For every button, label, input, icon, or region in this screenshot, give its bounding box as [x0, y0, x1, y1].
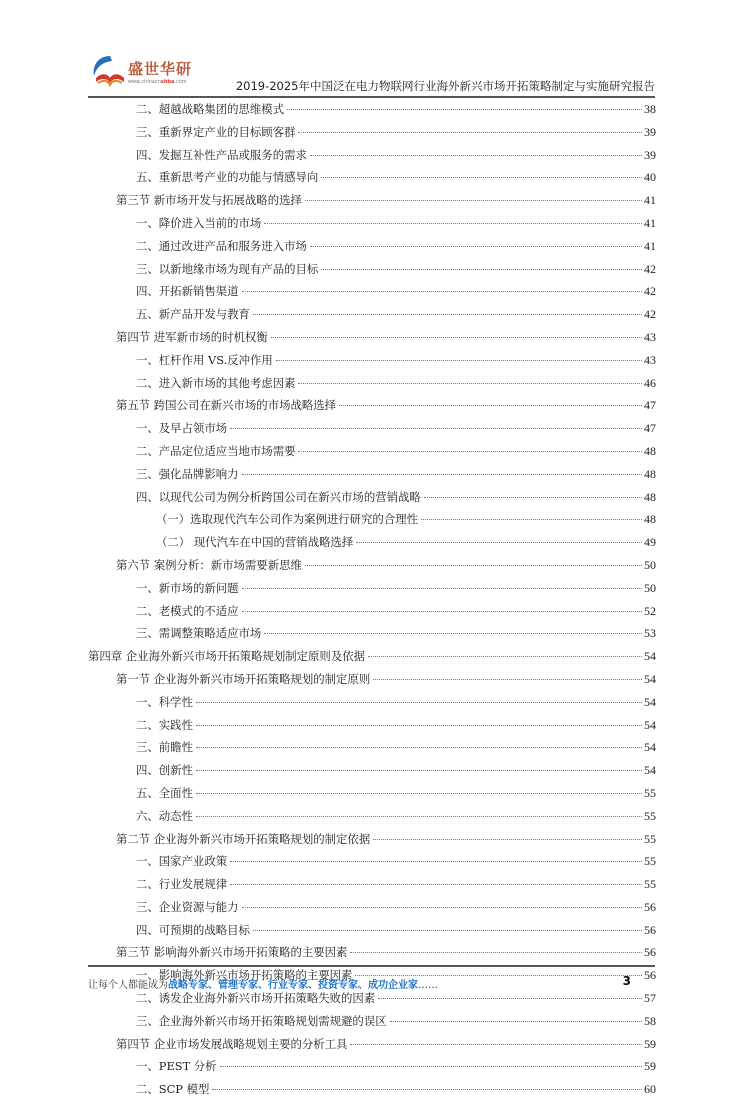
toc-entry-page: 56 — [644, 922, 656, 937]
toc-entry-page: 42 — [644, 284, 656, 299]
toc-entry-label: 三、需调整策略适应市场 — [136, 622, 263, 645]
toc-leader-dots — [305, 200, 642, 201]
toc-leader-dots — [390, 1021, 642, 1022]
toc-leader-dots — [196, 747, 642, 748]
toc-entry-page: 52 — [644, 603, 656, 618]
toc-entry-page: 50 — [644, 557, 656, 572]
toc-leader-dots — [305, 565, 642, 566]
toc-entry[interactable] — [88, 121, 656, 144]
toc-entry-page: 48 — [644, 512, 656, 527]
toc-leader-dots — [242, 611, 642, 612]
toc-entry-label: 一、影响海外新兴市场开拓策略的主要因素 — [136, 964, 354, 987]
toc-entry-page: 41 — [644, 238, 656, 253]
toc-entry-page: 54 — [644, 694, 656, 709]
toc-entry-label: 二、超越战略集团的思维模式 — [136, 98, 286, 121]
toc-entry-label: 二、老模式的不适应 — [136, 600, 241, 623]
toc-entry-page: 54 — [644, 763, 656, 778]
table-of-contents — [88, 98, 656, 1101]
toc-entry-label: （一）选取现代汽车公司作为案例进行研究的合理性 — [156, 508, 420, 531]
toc-entry[interactable] — [88, 554, 656, 577]
toc-entry-page: 55 — [644, 877, 656, 892]
toc-entry-page: 55 — [644, 785, 656, 800]
toc-entry-page: 48 — [644, 443, 656, 458]
toc-leader-dots — [298, 383, 642, 384]
footer-divider — [88, 965, 655, 967]
toc-entry[interactable] — [88, 714, 656, 737]
page-number: 3 — [622, 974, 631, 988]
toc-leader-dots — [373, 679, 642, 680]
toc-entry[interactable] — [88, 1010, 656, 1033]
toc-entry-page: 54 — [644, 671, 656, 686]
toc-entry-label: 二、行业发展规律 — [136, 873, 229, 896]
toc-entry-label: 第三节 新市场开发与拓展战略的选择 — [116, 189, 304, 212]
toc-entry-label: 第一节 企业海外新兴市场开拓策略规划的制定原则 — [116, 668, 372, 691]
toc-entry-page: 59 — [644, 1036, 656, 1051]
toc-leader-dots — [368, 656, 642, 657]
toc-entry-label: 四、开拓新销售渠道 — [136, 280, 241, 303]
logo-book-icon — [90, 52, 130, 90]
toc-entry-label: 五、全面性 — [136, 782, 195, 805]
toc-entry[interactable] — [88, 600, 656, 623]
toc-entry[interactable] — [88, 941, 656, 964]
toc-entry-label: 六、动态性 — [136, 805, 195, 828]
toc-entry-page: 38 — [644, 102, 656, 116]
toc-leader-dots — [242, 291, 642, 292]
toc-entry-label: 二、通过改进产品和服务进入市场 — [136, 235, 309, 258]
toc-entry[interactable] — [88, 622, 656, 645]
toc-leader-dots — [350, 1044, 642, 1045]
toc-entry-label: 三、重新界定产业的目标顾客群 — [136, 121, 297, 144]
toc-entry-label: 二、进入新市场的其他考虑因素 — [136, 372, 297, 395]
toc-entry-label: 五、重新思考产业的功能与情感导向 — [136, 166, 320, 189]
toc-leader-dots — [424, 497, 642, 498]
toc-entry-label: 一、国家产业政策 — [136, 850, 229, 873]
toc-entry-page: 55 — [644, 831, 656, 846]
toc-leader-dots — [378, 998, 642, 999]
toc-entry[interactable] — [88, 417, 656, 440]
toc-entry-label: 第四节 企业市场发展战略规划主要的分析工具 — [116, 1033, 349, 1056]
toc-entry-page: 58 — [644, 1013, 656, 1028]
toc-entry-page: 39 — [644, 124, 656, 139]
toc-entry-page: 54 — [644, 740, 656, 755]
toc-entry-page: 60 — [644, 1082, 656, 1097]
toc-leader-dots — [220, 1066, 642, 1067]
toc-entry[interactable] — [88, 850, 656, 873]
toc-entry[interactable] — [88, 326, 656, 349]
toc-entry-page: 48 — [644, 489, 656, 504]
toc-entry[interactable] — [88, 258, 656, 281]
toc-leader-dots — [264, 223, 642, 224]
toc-leader-dots — [196, 702, 642, 703]
toc-entry[interactable] — [88, 166, 656, 189]
toc-entry[interactable] — [88, 873, 656, 896]
toc-leader-dots — [298, 451, 642, 452]
toc-entry-label: 四、发掘互补性产品或服务的需求 — [136, 144, 309, 167]
toc-entry-label: 二、产品定位适应当地市场需要 — [136, 440, 297, 463]
toc-entry-page: 56 — [644, 899, 656, 914]
toc-entry[interactable] — [88, 235, 656, 258]
toc-entry-page: 54 — [644, 649, 656, 664]
toc-entry[interactable] — [88, 440, 656, 463]
toc-entry-page: 47 — [644, 421, 656, 436]
toc-leader-dots — [310, 246, 642, 247]
toc-entry[interactable] — [88, 486, 656, 509]
toc-leader-dots — [287, 109, 642, 110]
toc-entry[interactable] — [88, 896, 656, 919]
toc-entry-label: 三、企业资源与能力 — [136, 896, 241, 919]
toc-entry-label: 二、实践性 — [136, 714, 195, 737]
logo-url: www.chinacnshba.com — [128, 79, 187, 85]
toc-entry-label: 第四章 企业海外新兴市场开拓策略规划制定原则及依据 — [88, 645, 367, 668]
toc-entry-page: 54 — [644, 717, 656, 732]
toc-leader-dots — [196, 816, 642, 817]
toc-leader-dots — [350, 952, 642, 953]
toc-entry-label: 四、以现代公司为例分析跨国公司在新兴市场的营销战略 — [136, 486, 423, 509]
toc-entry-page: 55 — [644, 854, 656, 869]
toc-entry-label: 一、PEST 分析 — [136, 1055, 219, 1078]
toc-entry-page: 43 — [644, 352, 656, 367]
footer-slogan-highlight: 战略专家、管理专家、行业专家、投资专家、成功企业家 — [168, 980, 418, 991]
toc-entry-label: 三、前瞻性 — [136, 736, 195, 759]
toc-entry-page: 47 — [644, 398, 656, 413]
toc-entry-page: 42 — [644, 261, 656, 276]
toc-leader-dots — [339, 405, 642, 406]
toc-entry-page: 55 — [644, 808, 656, 823]
toc-entry-page: 56 — [644, 968, 656, 983]
toc-entry-label: 二、SCP 模型 — [136, 1078, 211, 1101]
toc-entry-page: 42 — [644, 307, 656, 322]
toc-leader-dots — [276, 360, 642, 361]
toc-leader-dots — [321, 177, 642, 178]
toc-entry[interactable] — [88, 805, 656, 828]
toc-leader-dots — [271, 337, 642, 338]
toc-entry[interactable] — [88, 508, 656, 531]
toc-leader-dots — [230, 428, 642, 429]
toc-entry-label: 一、科学性 — [136, 691, 195, 714]
toc-entry-label: （二） 现代汽车在中国的营销战略选择 — [156, 531, 355, 554]
toc-entry[interactable] — [88, 1078, 656, 1101]
toc-entry[interactable] — [88, 919, 656, 942]
toc-entry-label: 第三节 影响海外新兴市场开拓策略的主要因素 — [116, 941, 349, 964]
toc-entry-label: 三、企业海外新兴市场开拓策略规划需规避的误区 — [136, 1010, 389, 1033]
page-footer — [88, 976, 655, 991]
toc-entry[interactable] — [88, 577, 656, 600]
toc-entry-label: 五、新产品开发与教育 — [136, 303, 252, 326]
toc-entry-label: 三、强化品牌影响力 — [136, 463, 241, 486]
toc-leader-dots — [298, 132, 642, 133]
toc-entry-page: 39 — [644, 147, 656, 162]
toc-entry[interactable] — [88, 144, 656, 167]
toc-entry-page: 59 — [644, 1059, 656, 1074]
toc-leader-dots — [242, 588, 642, 589]
toc-entry-label: 第六节 案例分析：新市场需要新思维 — [116, 554, 304, 577]
toc-leader-dots — [230, 861, 642, 862]
toc-leader-dots — [242, 474, 642, 475]
toc-entry-label: 第五节 跨国公司在新兴市场的市场战略选择 — [116, 394, 338, 417]
toc-entry-page: 50 — [644, 580, 656, 595]
toc-entry-page: 43 — [644, 329, 656, 344]
toc-entry-label: 三、以新地缘市场为现有产品的目标 — [136, 258, 320, 281]
toc-entry-label: 第二节 企业海外新兴市场开拓策略规划的制定依据 — [116, 828, 372, 851]
toc-entry-label: 四、可预期的战略目标 — [136, 919, 252, 942]
toc-entry[interactable] — [88, 782, 656, 805]
page-header — [85, 40, 655, 100]
toc-leader-dots — [196, 770, 642, 771]
toc-entry[interactable] — [88, 759, 656, 782]
toc-leader-dots — [264, 633, 642, 634]
toc-leader-dots — [356, 542, 642, 543]
toc-entry[interactable] — [88, 828, 656, 851]
toc-entry[interactable] — [88, 463, 656, 486]
toc-entry-page: 56 — [644, 945, 656, 960]
toc-entry-page: 41 — [644, 215, 656, 230]
toc-leader-dots — [230, 884, 642, 885]
toc-entry-page: 41 — [644, 193, 656, 208]
footer-slogan-suffix: …… — [418, 980, 438, 991]
toc-entry[interactable] — [88, 349, 656, 372]
toc-entry-page: 49 — [644, 535, 656, 550]
toc-leader-dots — [242, 907, 642, 908]
report-title: 2019-2025年中国泛在电力物联网行业海外新兴市场开拓策略制定与实施研究报告 — [235, 79, 655, 93]
toc-entry[interactable] — [88, 303, 656, 326]
toc-entry-label: 四、创新性 — [136, 759, 195, 782]
toc-leader-dots — [212, 1089, 642, 1090]
toc-leader-dots — [421, 519, 642, 520]
toc-entry[interactable] — [88, 531, 656, 554]
toc-entry[interactable] — [88, 372, 656, 395]
toc-entry[interactable] — [88, 1055, 656, 1078]
toc-leader-dots — [321, 269, 642, 270]
toc-leader-dots — [253, 314, 642, 315]
toc-entry[interactable] — [88, 189, 656, 212]
toc-entry-page: 53 — [644, 626, 656, 641]
toc-leader-dots — [253, 930, 642, 931]
toc-entry[interactable] — [88, 736, 656, 759]
toc-entry-label: 第四节 进军新市场的时机权衡 — [116, 326, 270, 349]
toc-entry-label: 一、及早占领市场 — [136, 417, 229, 440]
toc-entry-label: 二、诱发企业海外新兴市场开拓策略失败的因素 — [136, 987, 377, 1010]
toc-entry[interactable] — [88, 394, 656, 417]
toc-entry[interactable] — [88, 1033, 656, 1056]
logo-text: 盛世华研 — [128, 60, 193, 78]
toc-entry-label: 一、新市场的新问题 — [136, 577, 241, 600]
toc-leader-dots — [310, 155, 642, 156]
toc-entry[interactable] — [88, 691, 656, 714]
toc-entry[interactable] — [88, 668, 656, 691]
toc-leader-dots — [196, 793, 642, 794]
logo — [90, 52, 210, 92]
toc-entry[interactable] — [88, 98, 656, 121]
toc-entry[interactable] — [88, 280, 656, 303]
toc-entry-page: 57 — [644, 991, 656, 1006]
toc-entry-page: 40 — [644, 170, 656, 185]
toc-leader-dots — [373, 839, 642, 840]
toc-leader-dots — [196, 725, 642, 726]
footer-slogan-prefix: 让每个人都能成为 — [88, 980, 168, 991]
toc-entry[interactable] — [88, 212, 656, 235]
toc-entry-label: 一、杠杆作用 VS.反冲作用 — [136, 349, 275, 372]
toc-entry-label: 一、降价进入当前的市场 — [136, 212, 263, 235]
toc-entry-page: 48 — [644, 466, 656, 481]
toc-entry-page: 46 — [644, 375, 656, 390]
toc-entry[interactable] — [88, 645, 656, 668]
